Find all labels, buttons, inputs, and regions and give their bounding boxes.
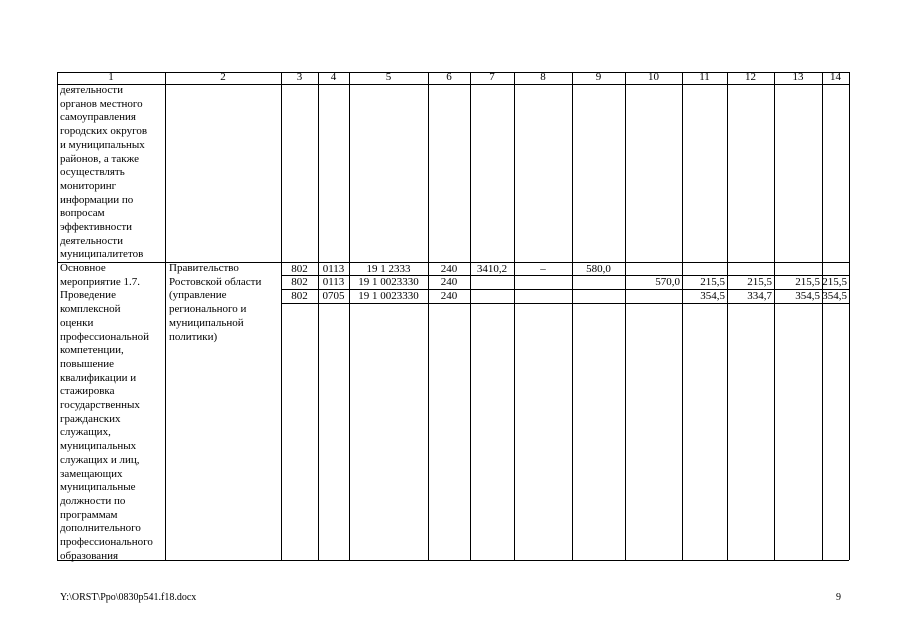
cell-r3-c11: 354,5 — [700, 290, 725, 302]
page-number: 9 — [836, 592, 841, 603]
cell-r3-c5: 19 1 0023330 — [358, 290, 419, 302]
cell-r2-c3: 802 — [291, 276, 308, 288]
header-col-3: 3 — [296, 71, 303, 83]
cell-r2-c12: 215,5 — [747, 276, 772, 288]
header-col-6: 6 — [446, 71, 452, 83]
cell-r2-c10: 570,0 — [655, 276, 680, 288]
header-col-14: 14 — [830, 71, 841, 83]
cell-r1-c3: 802 — [291, 263, 308, 275]
header-col-1: 1 — [108, 71, 114, 83]
header-col-4: 4 — [330, 71, 337, 83]
cell-r1-c8: – — [540, 263, 546, 275]
cell-r2-c11: 215,5 — [700, 276, 725, 288]
cell-r2-c14: 215,5 — [822, 276, 847, 288]
header-col-10: 10 — [648, 71, 659, 83]
event-description: Основное мероприятие 1.7. Проведение комплексной оценки профессиональной компетенции, повышение квалификации и стажировка государственных гражданских служащих, муниципальных служащих и лиц, замещающих муниципальные должности по программам дополнительного профессионального образования — [60, 262, 153, 562]
cell-r1-c5: 19 1 2333 — [366, 263, 411, 275]
header-col-8: 8 — [540, 71, 546, 83]
cell-r2-c13: 215,5 — [795, 276, 820, 288]
cell-r2-c5: 19 1 0023330 — [358, 276, 419, 288]
cell-r1-c4: 0113 — [322, 263, 345, 275]
header-col-12: 12 — [745, 71, 756, 83]
cell-r3-c13: 354,5 — [795, 290, 820, 302]
footer-file-path: Y:\ORST\Ppo\0830p541.f18.docx — [60, 592, 197, 603]
header-col-11: 11 — [699, 71, 710, 83]
cell-r3-c12: 334,7 — [747, 290, 772, 302]
cell-r2-c6: 240 — [440, 276, 458, 288]
cell-r2-c4: 0113 — [322, 276, 345, 288]
header-col-13: 13 — [792, 71, 804, 83]
header-col-2: 2 — [220, 71, 226, 83]
header-col-5: 5 — [385, 71, 392, 83]
cell-r3-c3: 802 — [291, 290, 308, 302]
executor-description: Правительство Ростовской области (управление регионального и муниципальной политики) — [169, 262, 262, 343]
budget-table — [57, 72, 849, 560]
header-col-7: 7 — [489, 71, 495, 83]
cell-r1-c9: 580,0 — [586, 263, 611, 275]
cell-r3-c6: 240 — [440, 290, 458, 302]
cell-r3-c14: 354,5 — [822, 290, 847, 302]
cell-r3-c4: 0705 — [322, 290, 345, 302]
prev-row-description: деятельности органов местного самоуправления городских округов и муниципальных районов, а также осуществлять мониторинг информации по вопросам эффективности деятельности муниципалитетов — [60, 84, 148, 261]
header-col-9: 9 — [595, 71, 602, 83]
cell-r1-c6: 240 — [440, 263, 458, 275]
cell-r1-c7: 3410,2 — [476, 263, 508, 275]
